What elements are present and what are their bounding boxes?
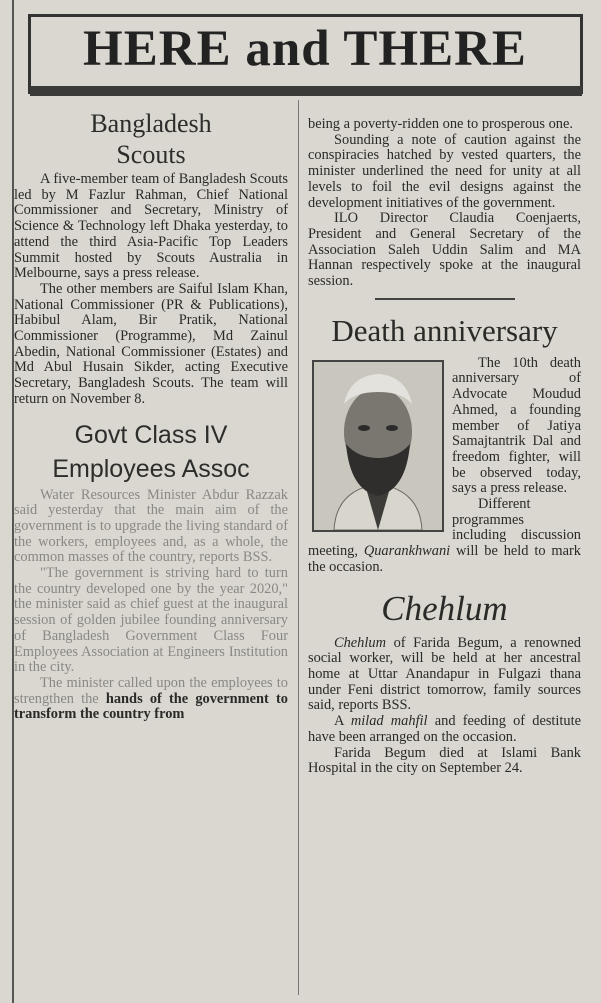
article-separator	[375, 298, 515, 300]
scouts-paragraph-1: A five-member team of Bangladesh Scouts led by M Fazlur Rahman, Chief National Commissioner and Secretary, Ministry of Science & Technology left Dhaka yesterday, to attend the third Asia-Pacific Top Leaders Summit hosted by Scouts Australia in Melbourne, says a press release.	[14, 171, 288, 282]
portrait-illustration	[314, 362, 442, 530]
scouts-headline-line1: Bangladesh	[90, 109, 212, 138]
death-paragraph-2-a: Different programmes including discussion meeting,	[308, 496, 581, 560]
govt-continuation: being a poverty-ridden one to prosperous one.	[308, 116, 573, 132]
chehlum-paragraph-2-italic: milad mahfil	[350, 713, 428, 730]
chehlum-paragraph-1-text: of Farida Begum, a renowned social worker, will be held at her ancestral home at Uttar Anandapur in Fulgazi thana under Feni district tomorrow, family sources said, reports BSS.	[308, 634, 582, 714]
govt-paragraph-4: Sounding a note of caution against the conspiracies hatched by vested quarters, the minister underlined the need for unity at all levels to foil the evil designs against the development initiatives of the government.	[308, 131, 581, 211]
chehlum-paragraph-2-a: A	[334, 713, 344, 730]
chehlum-paragraph-2	[308, 714, 581, 745]
govt-paragraph-2: "The government is striving hard to turn the country developed one by the year 2020," the minister said as chief guest at the inaugural session of golden jubilee founding anniversary of Bangladesh Government Class Four Employees Association at Engineers Institution in the city.	[14, 565, 288, 676]
govt-paragraph-1: Water Resources Minister Abdur Razzak said yesterday that the main aim of the government is to upgrade the living standard of the workers, employees and, as a whole, the common masses of the country, reports BSS.	[14, 486, 288, 566]
govt-paragraph-3	[14, 676, 288, 723]
section-masthead: HERE and THERE	[83, 21, 527, 77]
govt-paragraph-5: ILO Director Claudia Coenjaerts, President and General Secretary of the Association Saleh Uddin Salim and MA Hannan respectively spoke at the inaugural session.	[308, 210, 581, 290]
right-column	[308, 117, 581, 777]
scouts-headline-line2: Scouts	[116, 140, 186, 169]
death-paragraph-2-italic: Quarankhwani	[363, 543, 451, 560]
govt-headline-line1: Govt Class IV	[74, 420, 228, 449]
chehlum-paragraph-2-b: and feeding of destitute have been arranged on the occasion.	[308, 713, 582, 745]
govt-headline-line2: Employees Assoc	[52, 454, 250, 483]
column-divider	[298, 100, 299, 995]
death-anniversary-headline: Death anniversary	[331, 312, 558, 348]
govt-paragraph-3-bold: hands of the government to transform the country from	[14, 690, 288, 723]
chehlum-headline: Chehlum	[381, 588, 508, 628]
left-column	[14, 108, 288, 723]
scouts-paragraph-2: The other members are Saiful Islam Khan, National Commissioner (PR & Publications), Habibul Alam, Bir Pratik, National Commissioner (Programme), Md Zainul Abedin, National Commissioner (Estates) and Md Abul Husain Sikder, acting Executive Secretary, Bangladesh Scouts. The team will return on November 8.	[14, 280, 288, 407]
masthead-frame-right	[580, 14, 583, 94]
govt-headline	[14, 418, 288, 486]
chehlum-paragraph-1	[308, 636, 581, 715]
death-paragraph-2-b: will be held to mark the occasion.	[308, 543, 581, 575]
scouts-headline	[14, 108, 288, 170]
death-paragraph-1: The 10th death anniversary of Advocate Moudud Ahmed, a founding member of Jatiya Samajtantrik Dal and freedom fighter, will be observed today, says a press release.	[452, 354, 581, 497]
masthead-frame-top	[28, 14, 583, 17]
chehlum-paragraph-3: Farida Begum died at Islami Bank Hospital in the city on September 24.	[308, 744, 581, 777]
govt-paragraph-3-faded: The minister called upon the employees to strengthen the	[14, 674, 288, 707]
chehlum-paragraph-1-italic: Chehlum	[334, 634, 386, 651]
portrait-photo	[312, 360, 444, 532]
portrait-photo-frame	[312, 360, 444, 536]
masthead-rule	[30, 86, 582, 96]
